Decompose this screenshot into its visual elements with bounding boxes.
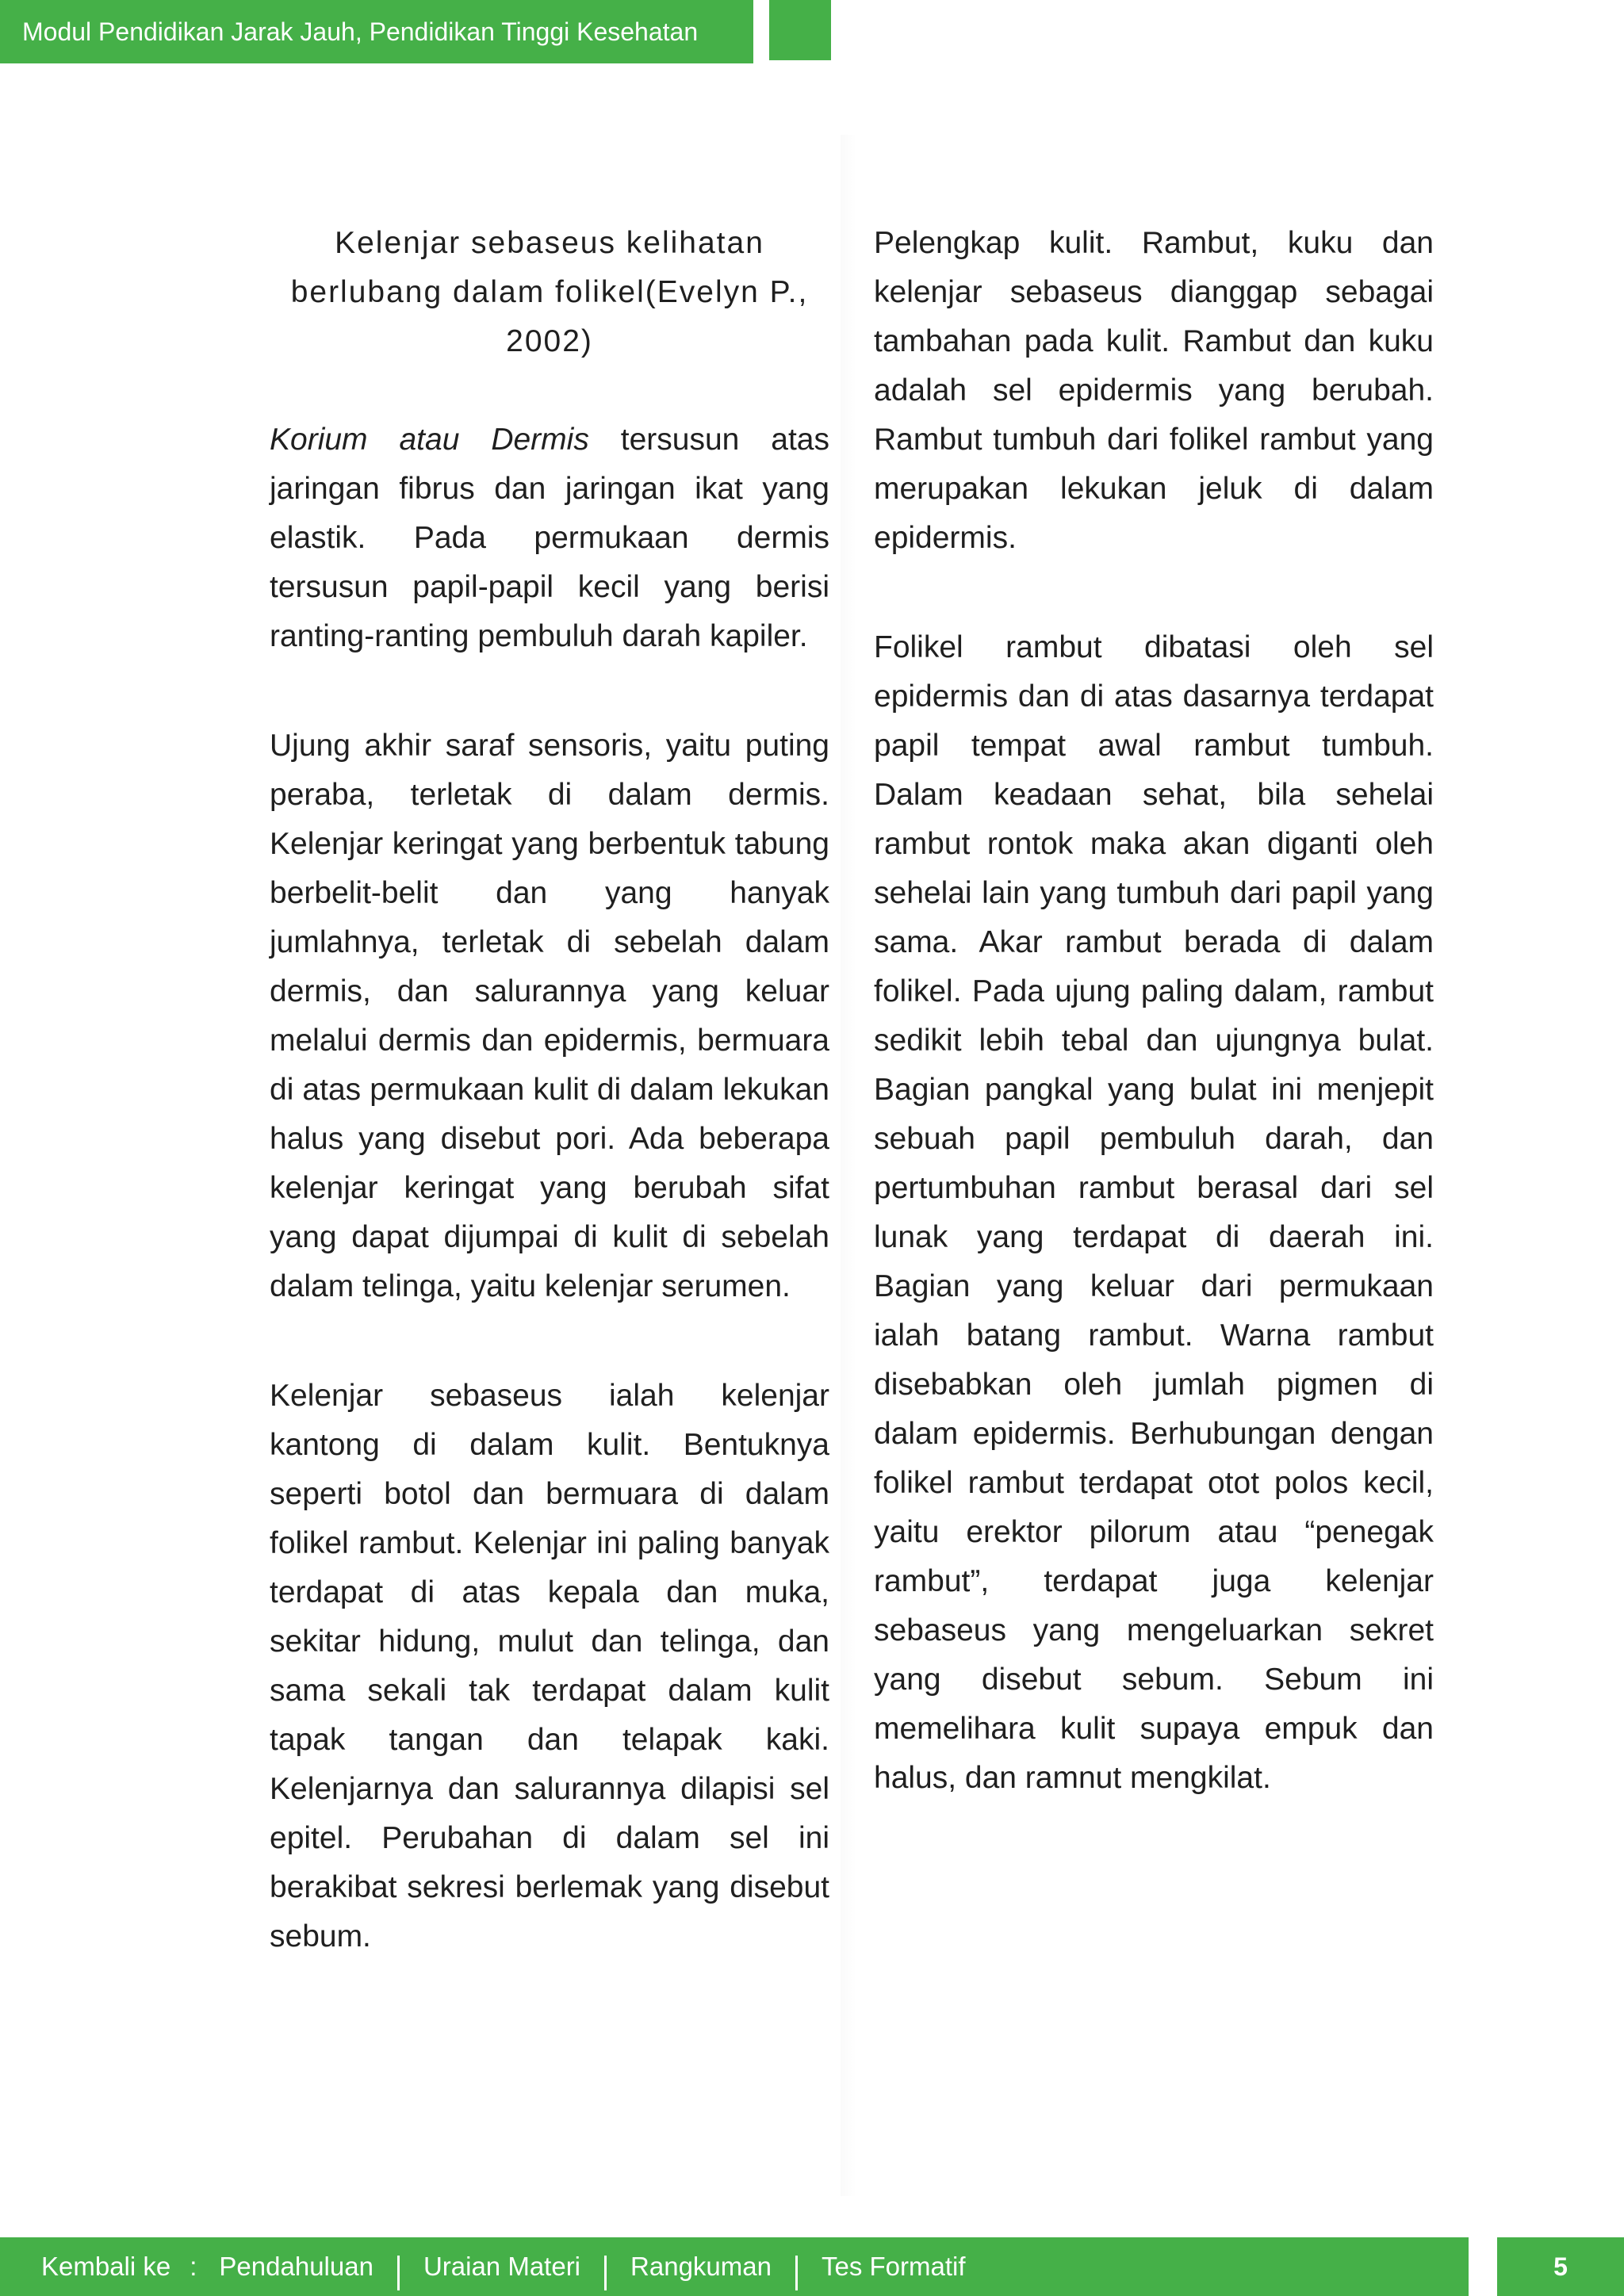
- footer-link-pendahuluan[interactable]: Pendahuluan: [219, 2252, 373, 2281]
- footer-nav-bar: [0, 2237, 1469, 2296]
- footer-link-tes-formatif[interactable]: Tes Formatif: [821, 2252, 966, 2281]
- footer-separator: [604, 2256, 607, 2290]
- footer-separator: [397, 2256, 400, 2290]
- paragraph-pelengkap-kulit: Pelengkap kulit. Rambut, kuku dan kelenjar sebaseus dianggap sebagai tambahan pada kulit. Rambut dan kuku adalah sel epidermis yang berubah. Rambut tumbuh dari folikel rambut yang merupakan lekukan jeluk di dalam epidermis.: [874, 226, 1434, 555]
- header-title: Modul Pendidikan Jarak Jauh, Pendidikan Tinggi Kesehatan: [22, 17, 699, 46]
- term-korium-dermis: Korium atau Dermis: [270, 423, 589, 457]
- header-title-bar: [0, 0, 753, 63]
- figure-caption: Kelenjar sebaseus kelihatan berlubang dalam folikel(Evelyn P., 2002): [290, 226, 809, 358]
- paragraph-ujung-saraf: Ujung akhir saraf sensoris, yaitu puting peraba, terletak di dalam dermis. Kelenjar keringat yang berbentuk tabung berbelit-belit dan yang hanyak jumlahnya, terletak di sebelah dalam dermis, dan salurannya yang keluar melalui dermis dan epidermis, bermuara di atas permukaan kulit di dalam lekukan halus yang disebut pori. Ada beberapa kelenjar keringat yang berubah sifat yang dapat dijumpai di kulit di sebelah dalam telinga, yaitu kelenjar serumen.: [270, 729, 829, 1303]
- paragraph-kelenjar-sebaseus: Kelenjar sebaseus ialah kelenjar kantong di dalam kulit. Bentuknya seperti botol dan bermuara di dalam folikel rambut. Kelenjar ini paling banyak terdapat di atas kepala dan muka, sekitar hidung, mulut dan telinga, dan sama sekali tak terdapat dalam kulit tapak tangan dan telapak kaki. Kelenjarnya dan salurannya dilapisi sel epitel. Perubahan di dalam sel ini berakibat sekresi berlemak yang disebut sebum.: [270, 1379, 829, 1954]
- page-number: 5: [1497, 2237, 1624, 2296]
- footer-link-rangkuman[interactable]: Rangkuman: [630, 2252, 772, 2281]
- column-shade: [841, 135, 856, 2196]
- footer-back-label: Kembali ke: [41, 2252, 171, 2281]
- left-column: [270, 219, 829, 2022]
- footer-separator: [795, 2256, 798, 2290]
- paragraph-korium-text: tersusun atas jaringan fibrus dan jaringan ikat yang elastik. Pada permukaan dermis tersusun papil-papil kecil yang berisi ranting-ranting pembuluh darah kapiler.: [270, 423, 829, 653]
- paragraph-korium-dermis: [270, 415, 829, 661]
- footer-link-uraian-materi[interactable]: Uraian Materi: [423, 2252, 581, 2281]
- right-column: [874, 219, 1434, 1863]
- paragraph-folikel-rambut: Folikel rambut dibatasi oleh sel epidermis dan di atas dasarnya terdapat papil tempat awal rambut tumbuh. Dalam keadaan sehat, bila sehelai rambut rontok maka akan diganti oleh sehelai lain yang tumbuh dari papil yang sama. Akar rambut berada di dalam folikel. Pada ujung paling dalam, rambut sedikit lebih tebal dan ujungnya bulat. Bagian pangkal yang bulat ini menjepit sebuah papil pembuluh darah, dan pertumbuhan rambut berasal dari sel lunak yang terdapat di daerah ini. Bagian yang keluar dari permukaan ialah batang rambut. Warna rambut disebabkan oleh jumlah pigmen di dalam epidermis. Berhubungan dengan folikel rambut terdapat otot polos kecil, yaitu erektor pilorum atau “penegak rambut”, terdapat juga kelenjar sebaseus yang mengeluarkan sekret yang disebut sebum. Sebum ini memelihara kulit supaya empuk dan halus, dan ramnut mengkilat.: [874, 630, 1434, 1795]
- header-accent-block: [769, 0, 831, 60]
- footer-colon: :: [190, 2252, 197, 2281]
